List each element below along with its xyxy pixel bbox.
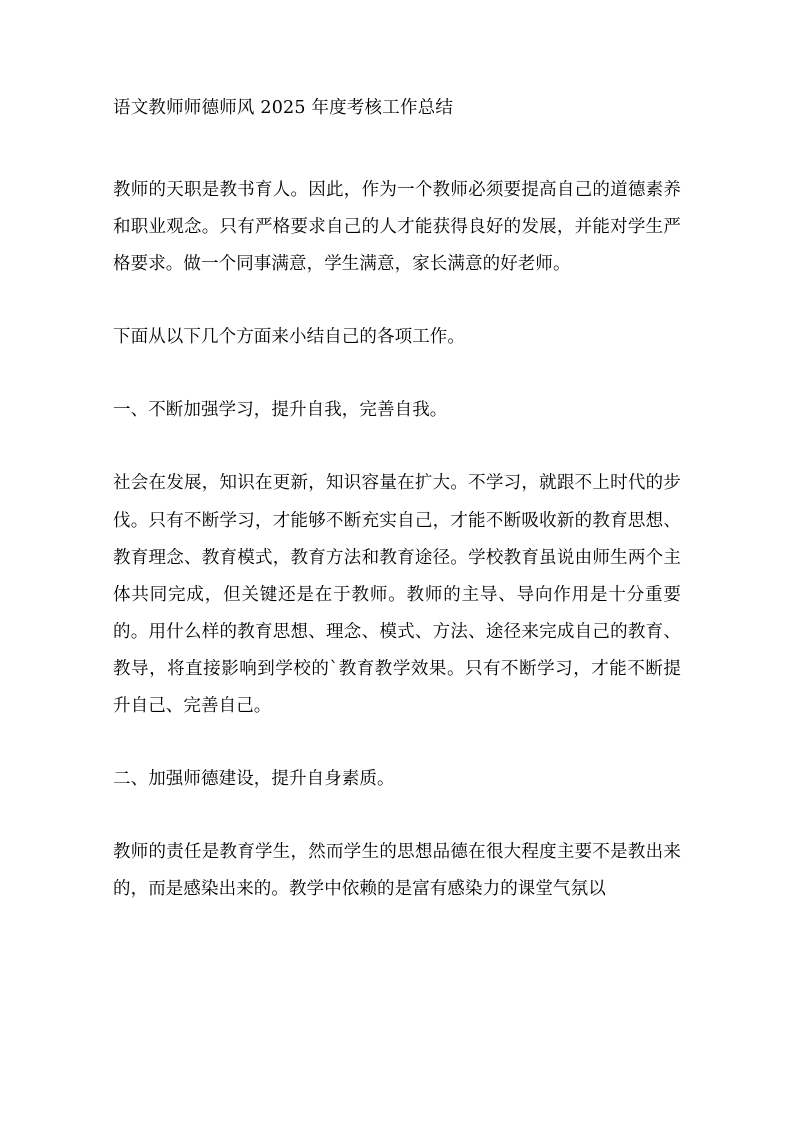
paragraph-4: 教师的责任是教育学生，然而学生的思想品德在很大程度主要不是教出来的，而是感染出来的。教学中依赖的是富有感染力的课堂气氛以 [113, 842, 681, 900]
spacer [113, 429, 681, 465]
spacer [113, 725, 681, 761]
paragraph-3: 社会在发展，知识在更新，知识容量在扩大。不学习，就跟不上时代的步伐。只有不断学习，才能够不断充实自己，才能不断吸收新的教育思想、教育理念、教育模式，教育方法和教育途径。学校教育虽说由师生两个主体共同完成，但关键还是在于教师。教师的主导、导向作用是十分重要的。用什么样的教育思想、理念、模式、方法、途径来完成自己的教育、教导，将直接影响到学校的`教育教学效果。只有不断学习，才能不断提升自己、完善自己。 [113, 473, 681, 717]
spacer [113, 356, 681, 392]
paragraph-2: 下面从以下几个方面来小结自己的各项工作。 [113, 327, 465, 348]
section-heading-1: 一、不断加强学习，提升自我，完善自我。 [113, 400, 448, 421]
section-heading-2: 二、加强师德建设，提升自身素质。 [113, 769, 395, 790]
page-title: 语文教师师德师风 2025 年度考核工作总结 [113, 98, 454, 118]
spacer [113, 798, 681, 834]
spacer [113, 122, 681, 172]
paragraph-1: 教师的天职是教书育人。因此，作为一个教师必须要提高自己的道德素养和职业观念。只有严格要求自己的人才能获得良好的发展，并能对学生严格要求。做一个同事满意，学生满意，家长满意的好老师。 [113, 180, 681, 275]
document-body [113, 94, 681, 908]
spacer [113, 283, 681, 319]
